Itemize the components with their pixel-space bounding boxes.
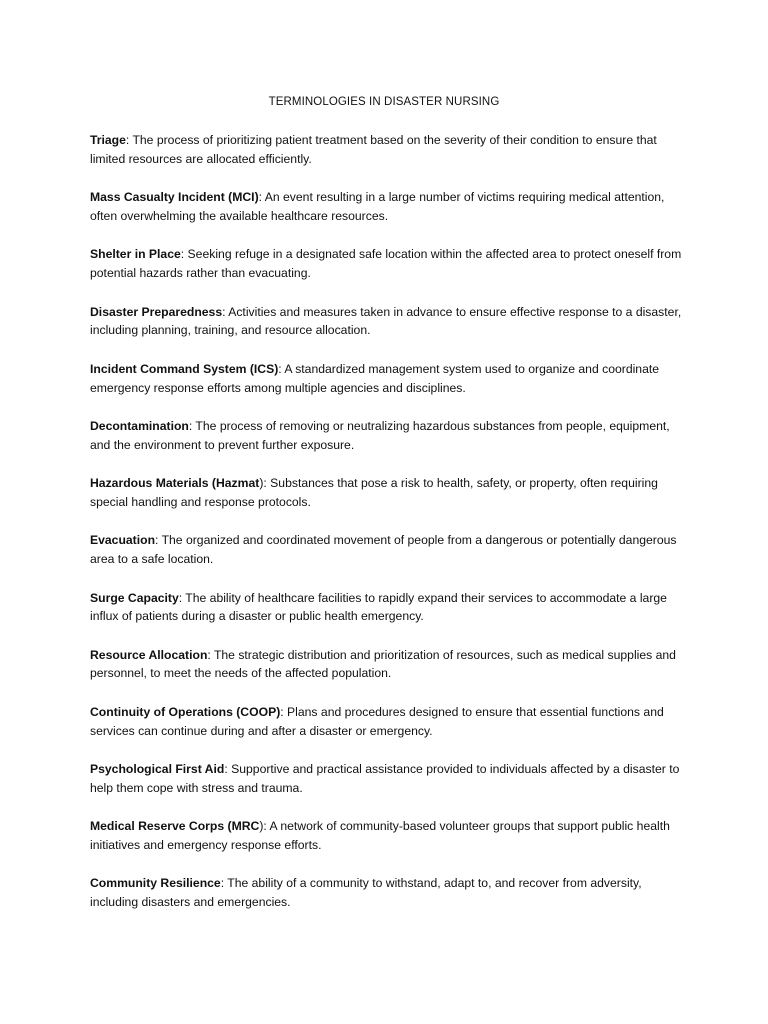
term-entry-mass-casualty-incident (90, 188, 682, 226)
term-name: Shelter in Place (90, 247, 181, 262)
term-entry-community-resilience (90, 874, 682, 912)
term-definition: : A standardized management system used to organize and coordinate emergency response efforts among multiple agencies and disciplines. (90, 361, 660, 395)
term-entry-continuity-of-operations (90, 703, 682, 741)
term-definition: : The strategic distribution and prioritization of resources, such as medical supplies and personnel, to meet the needs of the affected population. (90, 647, 676, 681)
term-name: Incident Command System (ICS) (90, 361, 279, 376)
term-definition: : The organized and coordinated movement of people from a dangerous or potentially dangerous area to a safe location. (90, 533, 677, 567)
term-entry-medical-reserve-corps (90, 817, 682, 855)
term-name: Resource Allocation (90, 647, 208, 662)
term-name: Community Resilience (90, 876, 221, 891)
term-definition: : The process of prioritizing patient treatment based on the severity of their condition to ensure that limited resources are allocated efficiently. (90, 133, 657, 166)
term-entry-incident-command-system (90, 360, 682, 398)
term-name: Evacuation (90, 533, 156, 548)
term-definition: : Activities and measures taken in advance to ensure effective response to a disaster, including planning, training, and resource allocation. (90, 304, 682, 338)
term-entry-evacuation (90, 531, 682, 569)
term-name: Surge Capacity (90, 590, 179, 605)
term-name: Medical Reserve Corps (MRC (90, 819, 260, 834)
term-entry-disaster-preparedness (90, 303, 682, 341)
term-entry-psychological-first-aid (90, 760, 682, 798)
term-entry-shelter-in-place (90, 245, 682, 283)
term-name: Psychological First Aid (90, 762, 225, 777)
term-definition: : Plans and procedures designed to ensure that essential functions and services can continue during and after a disaster or emergency. (90, 704, 664, 738)
term-definition: : An event resulting in a large number of victims requiring medical attention, often overwhelming the available healthcare resources. (90, 190, 665, 223)
term-entry-surge-capacity (90, 589, 682, 627)
term-definition: : Seeking refuge in a designated safe location within the affected area to protect oneself from potential hazards rather than evacuating. (90, 247, 682, 281)
term-entry-decontamination (90, 417, 682, 455)
term-definition: : The process of removing or neutralizing hazardous substances from people, equipment, and the environment to prevent further exposure. (90, 418, 670, 452)
terminology-list (90, 131, 682, 932)
term-name: Continuity of Operations (COOP) (90, 704, 281, 719)
document-title: TERMINOLOGIES IN DISASTER NURSING (268, 96, 500, 108)
term-entry-resource-allocation (90, 646, 682, 684)
term-definition: : Supportive and practical assistance provided to individuals affected by a disaster to help them cope with stress and trauma. (90, 762, 680, 795)
term-definition: : The ability of a community to withstand, adapt to, and recover from adversity, including disasters and emergencies. (90, 876, 642, 910)
term-entry-triage (90, 131, 682, 169)
term-name: Decontamination (90, 418, 189, 433)
term-definition: ): Substances that pose a risk to health, safety, or property, often requiring special handling and response protocols. (90, 476, 658, 509)
term-entry-hazardous-materials (90, 474, 682, 512)
term-definition: : The ability of healthcare facilities to rapidly expand their services to accommodate a large influx of patients during a disaster or public health emergency. (90, 590, 667, 624)
term-definition: ): A network of community-based volunteer groups that support public health initiatives and emergency response efforts. (90, 819, 670, 853)
term-name: Disaster Preparedness (90, 304, 223, 319)
term-name: Mass Casualty Incident (MCI) (90, 190, 259, 205)
term-name: Triage (90, 133, 126, 147)
term-name: Hazardous Materials (Hazmat (90, 476, 260, 491)
